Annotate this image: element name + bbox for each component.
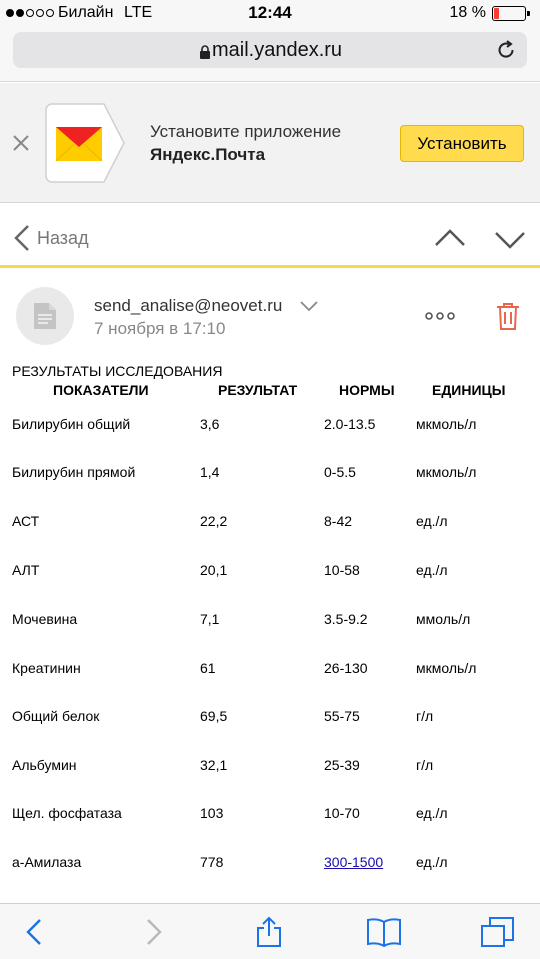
table-cell: 7,1	[200, 611, 220, 627]
table-cell: ед./л	[416, 562, 448, 578]
tabs-icon[interactable]	[480, 916, 516, 948]
url-field[interactable]	[13, 32, 527, 68]
network-type: LTE	[124, 4, 153, 21]
table-cell: АЛТ	[12, 562, 40, 578]
install-button[interactable]: Установить	[400, 125, 524, 162]
table-row	[0, 464, 540, 484]
column-header: НОРМЫ	[339, 382, 395, 398]
browser-toolbar	[0, 903, 540, 959]
table-cell: ед./л	[416, 854, 448, 870]
table-cell: 25-39	[324, 757, 360, 773]
battery-percent: 18 %	[449, 4, 486, 21]
chevron-up-icon[interactable]	[434, 228, 466, 248]
table-row	[0, 805, 540, 825]
table-row	[0, 757, 540, 777]
table-row	[0, 660, 540, 680]
table-row	[0, 513, 540, 533]
table-cell: ммоль/л	[416, 611, 471, 627]
close-icon[interactable]	[10, 132, 32, 154]
table-cell: 55-75	[324, 708, 360, 724]
table-cell: 10-70	[324, 805, 360, 821]
table-row	[0, 611, 540, 631]
table-cell: 8-42	[324, 513, 353, 529]
status-time: 12:44	[248, 3, 292, 22]
table-cell: мкмоль/л	[416, 416, 477, 432]
table-row	[0, 562, 540, 582]
table-cell: мкмоль/л	[416, 660, 477, 676]
table-cell: а-Амилаза	[12, 854, 82, 870]
table-cell: 32,1	[200, 757, 228, 773]
table-cell: ед./л	[416, 513, 448, 529]
table-cell: 69,5	[200, 708, 228, 724]
document-icon	[32, 301, 58, 331]
table-row	[0, 854, 540, 874]
table-cell: 3.5-9.2	[324, 611, 368, 627]
table-cell: Билирубин прямой	[12, 464, 136, 480]
reload-icon[interactable]	[495, 39, 517, 61]
browser-forward-icon[interactable]	[144, 916, 164, 948]
sender-email[interactable]: send_analise@neovet.ru	[94, 296, 283, 315]
table-cell: Альбумин	[12, 757, 77, 773]
table-row	[0, 708, 540, 728]
table-cell: 10-58	[324, 562, 360, 578]
results-title: РЕЗУЛЬТАТЫ ИССЛЕДОВАНИЯ	[12, 363, 223, 379]
table-row	[0, 416, 540, 436]
range-link[interactable]: 300-1500	[324, 854, 384, 870]
trash-icon[interactable]	[495, 301, 521, 331]
message-date: 7 ноября в 17:10	[94, 319, 226, 338]
chevron-down-icon[interactable]	[494, 230, 526, 250]
table-cell: 22,2	[200, 513, 228, 529]
url-text: mail.yandex.ru	[211, 39, 343, 61]
yandex-mail-app-icon	[44, 102, 126, 184]
table-cell: Креатинин	[12, 660, 81, 676]
carrier-name: Билайн	[58, 4, 114, 21]
more-icon[interactable]	[425, 311, 455, 321]
table-cell: г/л	[416, 708, 434, 724]
browser-address-bar	[0, 26, 540, 82]
back-chevron-icon[interactable]	[12, 224, 32, 252]
column-header: ПОКАЗАТЕЛИ	[53, 382, 149, 398]
table-cell: ед./л	[416, 805, 448, 821]
table-cell: 2.0-13.5	[324, 416, 376, 432]
table-cell: мкмоль/л	[416, 464, 477, 480]
bookmarks-icon[interactable]	[366, 916, 402, 948]
message-nav-bar	[0, 204, 540, 268]
status-bar	[0, 0, 540, 26]
column-header: РЕЗУЛЬТАТ	[218, 382, 298, 398]
table-cell: 778	[200, 854, 224, 870]
battery-icon	[492, 6, 526, 21]
avatar	[16, 287, 74, 345]
table-cell: АСТ	[12, 513, 40, 529]
table-cell: Билирубин общий	[12, 416, 131, 432]
banner-app-name: Яндекс.Почта	[150, 145, 266, 164]
table-cell: 0-5.5	[324, 464, 356, 480]
share-icon[interactable]	[254, 916, 284, 948]
table-cell: 1,4	[200, 464, 220, 480]
table-cell: 3,6	[200, 416, 220, 432]
table-cell: 103	[200, 805, 224, 821]
back-button[interactable]: Назад	[37, 228, 89, 248]
table-cell: Мочевина	[12, 611, 78, 627]
column-header: ЕДИНИЦЫ	[432, 382, 506, 398]
table-cell: 61	[200, 660, 216, 676]
table-cell: 26-130	[324, 660, 368, 676]
chevron-down-icon[interactable]	[300, 300, 318, 312]
table-cell: 20,1	[200, 562, 228, 578]
banner-text: Установите приложение	[150, 122, 342, 141]
browser-back-icon[interactable]	[24, 916, 44, 948]
app-install-banner	[0, 83, 540, 203]
table-cell: Общий белок	[12, 708, 100, 724]
table-cell: г/л	[416, 757, 434, 773]
table-cell: Щел. фосфатаза	[12, 805, 122, 821]
